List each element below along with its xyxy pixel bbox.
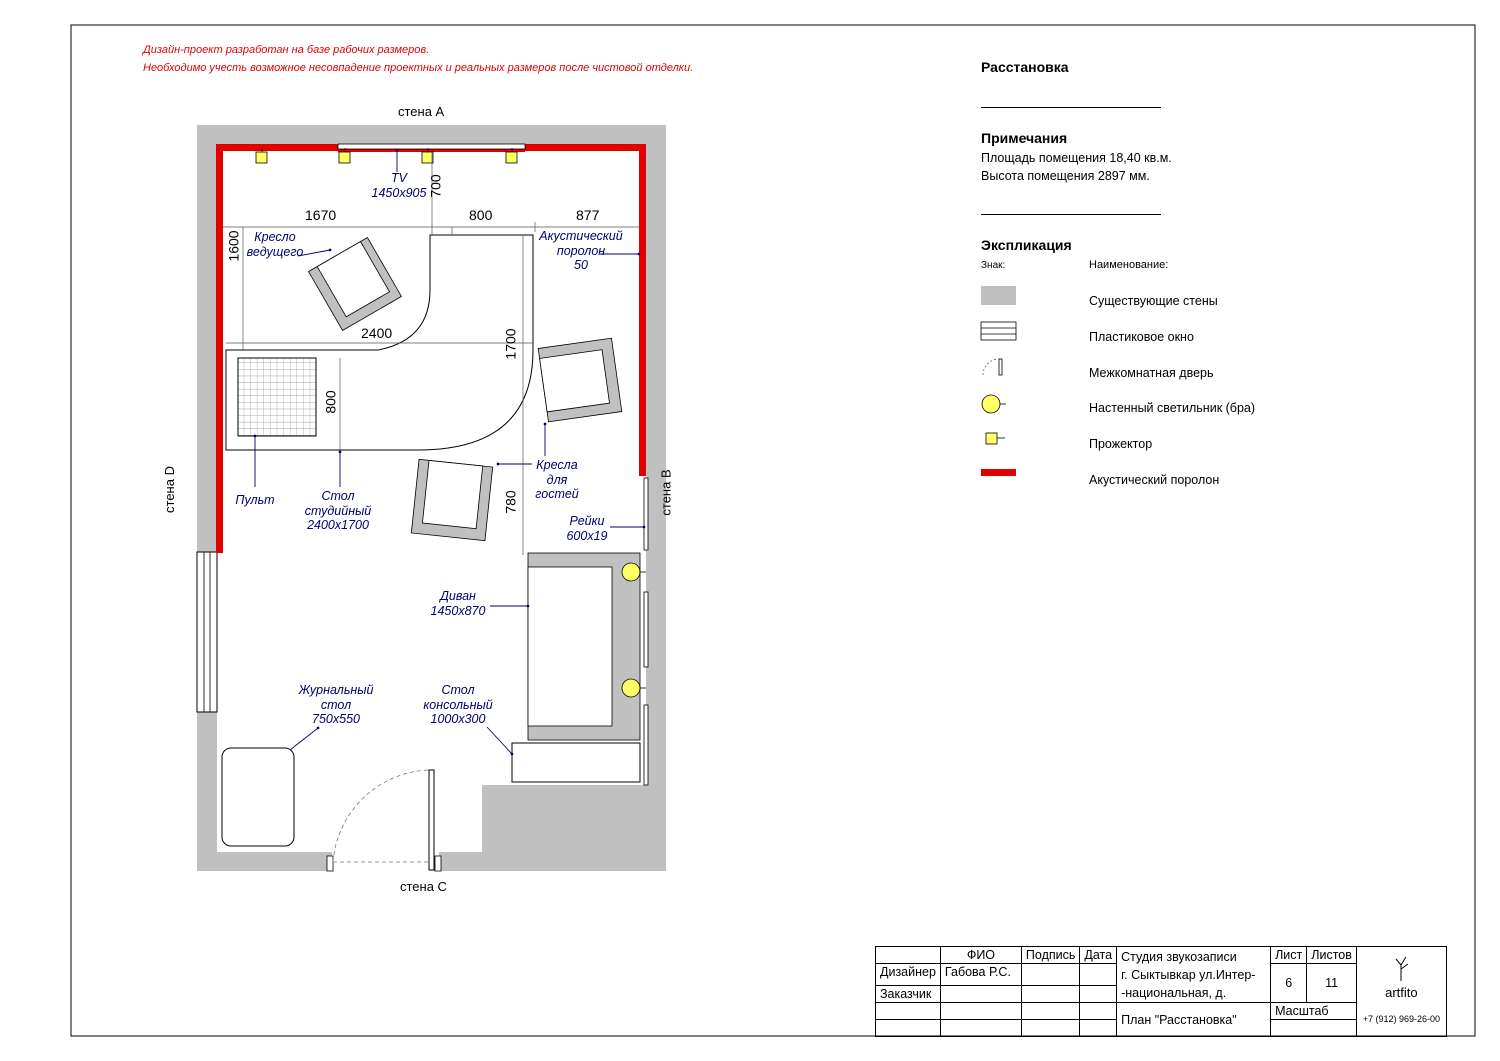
- brand-name: artfito: [1385, 985, 1418, 1000]
- foam-swatch: [981, 469, 1016, 476]
- window-wall-d: [197, 552, 217, 712]
- door-icon: [983, 359, 1002, 375]
- annotation-host-chair: Кресло ведущего: [246, 230, 304, 259]
- stamp-sheet-label: Лист: [1271, 947, 1307, 964]
- annotation-console-table: Стол консольный 1000x300: [423, 683, 493, 726]
- annotation-slats: Рейки 600x19: [566, 514, 608, 543]
- spotlight-icon: [986, 433, 1005, 444]
- stamp-customer-role: Заказчик: [876, 986, 941, 1003]
- annotation-tv: TV 1450x905: [371, 171, 427, 200]
- stamp-sheets: 11: [1307, 964, 1357, 1003]
- remote-console: [238, 358, 316, 436]
- stamp-designer-name: Габова Р.С.: [940, 964, 1021, 986]
- legend-title: Экспликация: [981, 237, 1072, 253]
- dim-2400: 2400: [361, 325, 393, 341]
- slats: [644, 478, 648, 785]
- dim-1700: 1700: [502, 328, 519, 360]
- annotation-remote: Пульт: [235, 493, 275, 507]
- wall-d-label: стена D: [161, 466, 177, 513]
- notes-title: Примечания: [981, 130, 1068, 146]
- sheet-frame: [71, 25, 1475, 1036]
- wall-c-label: стена С: [400, 879, 447, 894]
- annotation-guest-chairs: Кресла для гостей: [535, 458, 579, 501]
- dim-800-top: 800: [469, 207, 493, 223]
- dim-1600: 1600: [225, 230, 242, 262]
- legend-label-foam: Акустический поролон: [1089, 473, 1220, 487]
- stamp-sheet-plan: План "Расстановка": [1117, 1003, 1271, 1037]
- rule-1: [981, 107, 1161, 108]
- dim-877: 877: [576, 207, 600, 223]
- stamp-scale-label: Масштаб: [1271, 1003, 1357, 1020]
- stamp-sign: Подпись: [1021, 947, 1079, 964]
- dim-780: 780: [502, 490, 519, 514]
- wall-a-label: стена А: [398, 104, 445, 119]
- dim-1670: 1670: [305, 207, 337, 223]
- legend-col-name: Наименование:: [1089, 259, 1169, 271]
- guest-chair-bottom: [411, 459, 492, 540]
- legend-label-sconce: Настенный светильник (бра): [1089, 401, 1256, 415]
- legend-symbols: [975, 280, 1025, 500]
- sheet-title: Расстановка: [981, 59, 1069, 75]
- title-block: [875, 946, 1447, 1037]
- window-icon: [981, 322, 1016, 340]
- annotation-acoustic-foam: Акустический поролон 50: [539, 229, 623, 272]
- annotation-sofa: Диван 1450x870: [430, 589, 486, 618]
- guest-chair-right: [538, 338, 622, 422]
- legend-label-door: Межкомнатная дверь: [1089, 366, 1214, 380]
- artfito-logo-icon: [1390, 955, 1412, 981]
- stamp-designer-role: Дизайнер: [876, 964, 941, 986]
- note-line-1: Дизайн-проект разработан на базе рабочих размеров.: [143, 44, 430, 56]
- stamp-sheet: 6: [1271, 964, 1307, 1003]
- legend-label-spotlight: Прожектор: [1089, 437, 1153, 451]
- legend-label-walls: Существующие стены: [1089, 294, 1218, 308]
- annotation-coffee-table: Журнальный стол 750x550: [298, 683, 374, 726]
- stamp-project: Студия звукозаписи г. Сыктывкар ул.Интер- -национальная, д.: [1117, 947, 1271, 1003]
- console-table: [512, 743, 640, 782]
- brand-block: [1356, 947, 1446, 1037]
- coffee-table: [222, 748, 294, 846]
- stamp-sheets-label: Листов: [1307, 947, 1357, 964]
- note-line-2: Необходимо учесть возможное несовпадение проектных и реальных размеров после чистовой отделки.: [143, 62, 694, 74]
- stamp-fio: ФИО: [940, 947, 1021, 964]
- wall-swatch: [981, 286, 1016, 305]
- room-area: Площадь помещения 18,40 кв.м.: [981, 151, 1172, 165]
- dim-800-side: 800: [322, 390, 339, 414]
- brand-phone: +7 (912) 969-26-00: [1362, 1014, 1441, 1024]
- legend-col-sign: Знак:: [981, 260, 1006, 271]
- wall-b-label: стена B: [658, 469, 674, 516]
- dim-700: 700: [427, 174, 444, 198]
- legend-label-window: Пластиковое окно: [1089, 330, 1194, 344]
- sofa: [528, 553, 640, 740]
- tv-panel: [338, 144, 525, 149]
- door-opening: [332, 852, 439, 871]
- sconce-icon: [982, 395, 1006, 413]
- rule-2: [981, 214, 1161, 215]
- stamp-date: Дата: [1080, 947, 1117, 964]
- room-height: Высота помещения 2897 мм.: [981, 169, 1150, 183]
- annotation-studio-table: Стол студийный 2400x1700: [304, 489, 372, 532]
